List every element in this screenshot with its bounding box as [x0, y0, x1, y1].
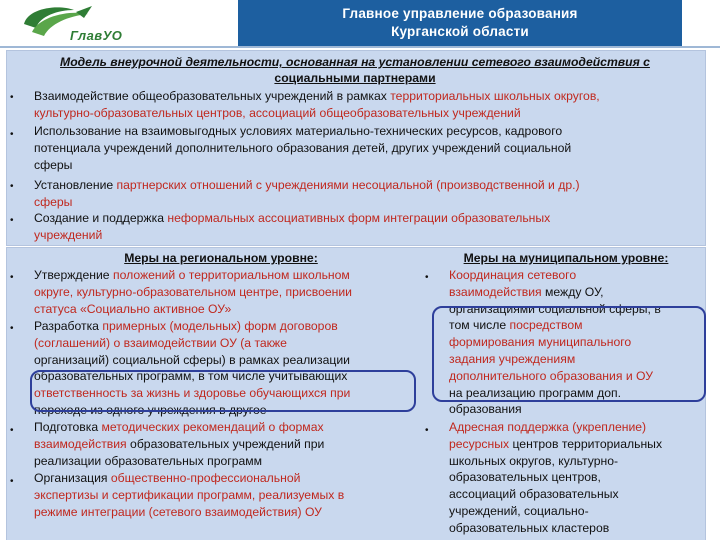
logo — [18, 2, 126, 44]
bullet-icon: • — [10, 323, 14, 334]
regional-item-2-line4: образовательных программ, в том числе учитывающих — [34, 369, 348, 384]
regional-item-1 — [34, 267, 352, 317]
municipal-item-1-line4a: том числе — [449, 318, 510, 333]
highlight-box-municipal — [432, 306, 706, 402]
header-title-line2: Курганской области — [391, 24, 529, 39]
regional-item-4 — [34, 470, 344, 520]
top-item-1-text: Взаимодействие общеобразовательных учреждений в рамках — [34, 89, 391, 103]
top-item-4 — [34, 210, 550, 244]
header-stripe — [0, 46, 720, 48]
top-item-2 — [34, 123, 571, 173]
top-heading-line2: социальными партнерами — [274, 71, 436, 85]
top-item-2-line3: сферы — [34, 157, 73, 172]
top-item-2-line1: Использование на взаимовыгодных условиях материально-технических ресурсов, кадрового — [34, 124, 563, 138]
bullet-icon: • — [10, 272, 14, 283]
regional-item-3-line2b: образовательных учреждений при — [126, 436, 325, 451]
top-item-3-text: Установление — [34, 178, 117, 192]
regional-heading: Меры на региональном уровне: — [124, 251, 318, 265]
municipal-item-1-line2a: взаимодействия — [449, 284, 542, 299]
regional-item-1-highlight: положений о территориальном школьном — [112, 268, 350, 282]
municipal-item-2-line2b: центров территориальных — [509, 436, 663, 451]
municipal-item-1-line7: дополнительного образования и ОУ — [449, 368, 653, 383]
municipal-item-1-line1: Координация сетевого — [449, 268, 577, 282]
bullet-icon: • — [10, 92, 14, 103]
municipal-item-2-line2a: ресурсных — [449, 436, 510, 451]
regional-item-4-highlight: общественно-профессиональной — [110, 471, 301, 485]
regional-item-4-line2: экспертизы и сертификации программ, реализуемых в — [34, 487, 345, 502]
bullet-icon: • — [10, 129, 14, 140]
regional-item-4-text: Организация — [34, 471, 111, 485]
bullet-icon: • — [10, 181, 14, 192]
regional-item-3 — [34, 419, 324, 469]
regional-item-2-line5: ответственность за жизнь и здоровье обучающихся при — [34, 386, 351, 401]
top-item-2-line2: потенциала учреждений дополнительного образования детей, других учреждений социальной — [34, 140, 572, 155]
regional-item-2-text: Разработка — [34, 319, 103, 333]
municipal-item-2-line5: ассоциаций образовательных — [449, 487, 619, 502]
top-item-4-highlight: неформальных ассоциативных форм интеграции образовательных — [167, 211, 551, 225]
top-item-4-text: Создание и поддержка — [34, 211, 168, 225]
regional-item-3-text: Подготовка — [34, 420, 102, 434]
top-item-3 — [34, 177, 580, 211]
regional-item-2-line2: (соглашений) о взаимодействии ОУ (а также — [34, 335, 287, 350]
bullet-icon: • — [425, 425, 429, 436]
regional-item-1-text: Утверждение — [34, 268, 113, 282]
regional-item-3-line2: взаимодействия — [34, 436, 127, 451]
municipal-item-2-line4: образовательных центров, — [449, 470, 601, 485]
bullet-icon: • — [10, 476, 14, 487]
municipal-item-1-line5: формирования муниципального — [449, 335, 632, 350]
municipal-item-2-line7: образовательных кластеров — [449, 520, 610, 535]
regional-item-2-line6: переходе из одного учреждения в другое — [34, 402, 267, 417]
bullet-icon: • — [10, 215, 14, 226]
municipal-item-2 — [449, 419, 662, 537]
municipal-heading: Меры на муниципальном уровне: — [463, 251, 669, 265]
top-item-3-highlight: партнерских отношений с учреждениями несоциальной (производственной и др.) — [116, 178, 580, 192]
top-item-3-line2: сферы — [34, 194, 73, 209]
municipal-item-1-line6: задания учреждениям — [449, 351, 576, 366]
regional-item-3-highlight: методических рекомендаций о формах — [101, 420, 324, 434]
municipal-item-1-line4b: посредством — [509, 318, 583, 333]
regional-item-4-line3: режиме интеграции (сетевого взаимодействия) ОУ — [34, 504, 322, 519]
top-item-1-highlight: территориальных школьных округов, — [390, 89, 600, 103]
bullet-icon: • — [425, 272, 429, 283]
municipal-item-2-line6: учреждений, социально- — [449, 503, 589, 518]
regional-item-1-line2: округе, культурно-образовательном центре, присвоении — [34, 284, 352, 299]
top-heading-line1: Модель внеурочной деятельности, основанная на установлении сетевого взаимодействия с — [60, 55, 650, 69]
municipal-item-2-line1: Адресная поддержка (укрепление) — [449, 420, 647, 434]
top-item-1 — [34, 88, 600, 122]
municipal-item-1-line8: на реализацию программ доп. — [449, 385, 622, 400]
municipal-item-2-line3: школьных округов, культурно- — [449, 453, 619, 468]
header-bar — [0, 0, 720, 48]
municipal-item-1-line2b: между ОУ, — [541, 284, 604, 299]
header-title-line1: Главное управление образования — [342, 6, 578, 21]
regional-item-3-line3: реализации образовательных программ — [34, 453, 263, 468]
highlight-box-regional — [30, 370, 416, 412]
municipal-item-1-line9: образования — [449, 402, 522, 417]
municipal-item-1-line3: организациями социальной сферы, в — [449, 301, 661, 316]
regional-item-2-highlight: примерных (модельных) форм договоров — [102, 319, 338, 333]
regional-item-1-line3: статуса «Социально активное ОУ» — [34, 301, 232, 316]
top-item-4-line2: учреждений — [34, 227, 103, 242]
regional-item-2-line3: организаций) социальной сферы) в рамках реализации — [34, 352, 350, 367]
logo-text: ГлавУО — [70, 28, 123, 43]
header-title — [238, 5, 682, 41]
top-item-1-line2: культурно-образовательных центров, ассоциаций общеобразовательных учреждений — [34, 105, 521, 120]
bullet-icon: • — [10, 425, 14, 436]
